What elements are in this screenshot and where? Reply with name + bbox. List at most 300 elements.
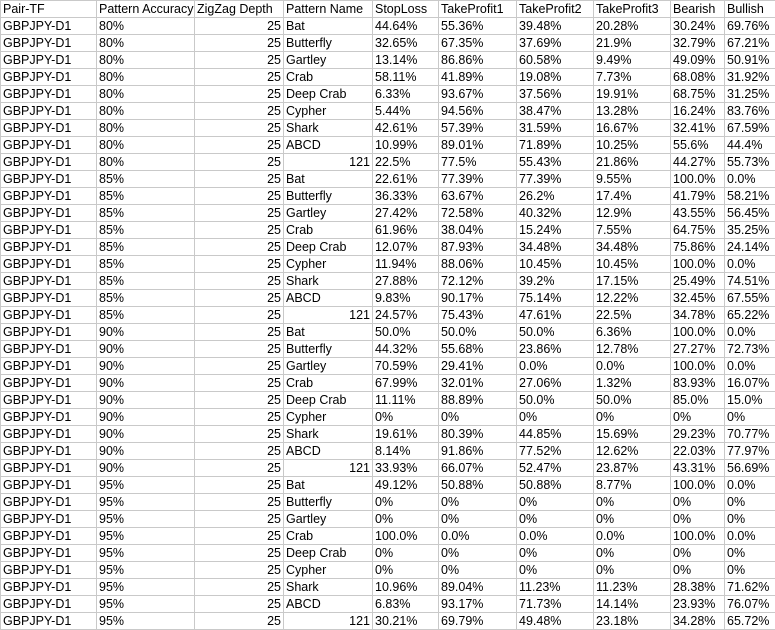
cell-pattern-name[interactable]: Deep Crab — [284, 239, 373, 256]
cell-bearish[interactable]: 68.75% — [671, 86, 725, 103]
cell-zigzag-depth[interactable]: 25 — [195, 154, 284, 171]
cell-pattern-accuracy[interactable]: 80% — [97, 103, 195, 120]
cell-takeprofit2[interactable]: 0% — [517, 494, 594, 511]
header-cell-pair-tf[interactable]: Pair-TF — [1, 1, 97, 18]
cell-stoploss[interactable]: 0% — [373, 511, 439, 528]
cell-takeprofit2[interactable]: 47.61% — [517, 307, 594, 324]
cell-takeprofit1[interactable]: 69.79% — [439, 613, 517, 630]
cell-stoploss[interactable]: 0% — [373, 409, 439, 426]
cell-pair-tf[interactable]: GBPJPY-D1 — [1, 137, 97, 154]
cell-pair-tf[interactable]: GBPJPY-D1 — [1, 103, 97, 120]
cell-pattern-name[interactable]: Butterfly — [284, 341, 373, 358]
cell-zigzag-depth[interactable]: 25 — [195, 103, 284, 120]
cell-bearish[interactable]: 32.45% — [671, 290, 725, 307]
cell-pair-tf[interactable]: GBPJPY-D1 — [1, 409, 97, 426]
cell-pattern-accuracy[interactable]: 85% — [97, 239, 195, 256]
cell-stoploss[interactable]: 70.59% — [373, 358, 439, 375]
cell-stoploss[interactable]: 42.61% — [373, 120, 439, 137]
cell-takeprofit3[interactable]: 15.69% — [594, 426, 671, 443]
cell-pair-tf[interactable]: GBPJPY-D1 — [1, 290, 97, 307]
cell-takeprofit3[interactable]: 12.22% — [594, 290, 671, 307]
cell-bullish[interactable]: 0.0% — [725, 528, 775, 545]
cell-zigzag-depth[interactable]: 25 — [195, 392, 284, 409]
cell-takeprofit1[interactable]: 87.93% — [439, 239, 517, 256]
cell-takeprofit2[interactable]: 37.56% — [517, 86, 594, 103]
cell-takeprofit2[interactable]: 39.2% — [517, 273, 594, 290]
cell-zigzag-depth[interactable]: 25 — [195, 18, 284, 35]
cell-takeprofit1[interactable]: 57.39% — [439, 120, 517, 137]
cell-zigzag-depth[interactable]: 25 — [195, 205, 284, 222]
cell-pattern-name[interactable]: Bat — [284, 18, 373, 35]
cell-takeprofit3[interactable]: 34.48% — [594, 239, 671, 256]
cell-pair-tf[interactable]: GBPJPY-D1 — [1, 171, 97, 188]
cell-pattern-name[interactable]: Crab — [284, 222, 373, 239]
cell-bullish[interactable]: 0.0% — [725, 358, 775, 375]
cell-takeprofit3[interactable]: 23.18% — [594, 613, 671, 630]
cell-stoploss[interactable]: 27.88% — [373, 273, 439, 290]
cell-pattern-accuracy[interactable]: 90% — [97, 426, 195, 443]
cell-pattern-name[interactable]: Shark — [284, 579, 373, 596]
cell-takeprofit2[interactable]: 55.43% — [517, 154, 594, 171]
cell-pattern-name[interactable]: Crab — [284, 528, 373, 545]
cell-pair-tf[interactable]: GBPJPY-D1 — [1, 341, 97, 358]
cell-takeprofit2[interactable]: 77.39% — [517, 171, 594, 188]
cell-bullish[interactable]: 70.77% — [725, 426, 775, 443]
cell-takeprofit3[interactable]: 9.49% — [594, 52, 671, 69]
cell-bullish[interactable]: 74.51% — [725, 273, 775, 290]
cell-pair-tf[interactable]: GBPJPY-D1 — [1, 545, 97, 562]
cell-takeprofit3[interactable]: 0% — [594, 409, 671, 426]
cell-takeprofit2[interactable]: 44.85% — [517, 426, 594, 443]
cell-takeprofit1[interactable]: 0% — [439, 562, 517, 579]
cell-pattern-accuracy[interactable]: 90% — [97, 460, 195, 477]
cell-bearish[interactable]: 32.41% — [671, 120, 725, 137]
cell-takeprofit3[interactable]: 12.9% — [594, 205, 671, 222]
cell-zigzag-depth[interactable]: 25 — [195, 426, 284, 443]
cell-pattern-accuracy[interactable]: 90% — [97, 358, 195, 375]
cell-pair-tf[interactable]: GBPJPY-D1 — [1, 35, 97, 52]
cell-takeprofit3[interactable]: 12.78% — [594, 341, 671, 358]
cell-stoploss[interactable]: 22.61% — [373, 171, 439, 188]
cell-takeprofit1[interactable]: 93.17% — [439, 596, 517, 613]
cell-pair-tf[interactable]: GBPJPY-D1 — [1, 426, 97, 443]
cell-stoploss[interactable]: 50.0% — [373, 324, 439, 341]
cell-pattern-name[interactable]: Crab — [284, 375, 373, 392]
cell-takeprofit3[interactable]: 0% — [594, 545, 671, 562]
cell-stoploss[interactable]: 0% — [373, 545, 439, 562]
cell-zigzag-depth[interactable]: 25 — [195, 222, 284, 239]
cell-takeprofit2[interactable]: 50.0% — [517, 324, 594, 341]
cell-takeprofit3[interactable]: 13.28% — [594, 103, 671, 120]
cell-takeprofit1[interactable]: 63.67% — [439, 188, 517, 205]
cell-bullish[interactable]: 71.62% — [725, 579, 775, 596]
cell-pattern-accuracy[interactable]: 95% — [97, 596, 195, 613]
cell-takeprofit3[interactable]: 22.5% — [594, 307, 671, 324]
cell-bearish[interactable]: 34.78% — [671, 307, 725, 324]
cell-takeprofit2[interactable]: 60.58% — [517, 52, 594, 69]
cell-takeprofit2[interactable]: 39.48% — [517, 18, 594, 35]
cell-takeprofit1[interactable]: 77.39% — [439, 171, 517, 188]
cell-takeprofit1[interactable]: 32.01% — [439, 375, 517, 392]
cell-pattern-name[interactable]: Shark — [284, 120, 373, 137]
cell-zigzag-depth[interactable]: 25 — [195, 290, 284, 307]
cell-zigzag-depth[interactable]: 25 — [195, 341, 284, 358]
cell-bullish[interactable]: 35.25% — [725, 222, 775, 239]
cell-pattern-accuracy[interactable]: 90% — [97, 341, 195, 358]
cell-bullish[interactable]: 72.73% — [725, 341, 775, 358]
cell-takeprofit3[interactable]: 9.55% — [594, 171, 671, 188]
cell-bullish[interactable]: 31.25% — [725, 86, 775, 103]
cell-takeprofit3[interactable]: 1.32% — [594, 375, 671, 392]
cell-stoploss[interactable]: 49.12% — [373, 477, 439, 494]
cell-pair-tf[interactable]: GBPJPY-D1 — [1, 579, 97, 596]
cell-takeprofit2[interactable]: 34.48% — [517, 239, 594, 256]
cell-takeprofit2[interactable]: 0% — [517, 545, 594, 562]
cell-bullish[interactable]: 56.69% — [725, 460, 775, 477]
cell-pattern-accuracy[interactable]: 90% — [97, 409, 195, 426]
cell-stoploss[interactable]: 0% — [373, 494, 439, 511]
cell-pattern-accuracy[interactable]: 95% — [97, 477, 195, 494]
cell-stoploss[interactable]: 24.57% — [373, 307, 439, 324]
cell-bearish[interactable]: 29.23% — [671, 426, 725, 443]
cell-bearish[interactable]: 28.38% — [671, 579, 725, 596]
cell-pattern-accuracy[interactable]: 90% — [97, 375, 195, 392]
cell-pattern-name[interactable]: Shark — [284, 273, 373, 290]
cell-takeprofit2[interactable]: 15.24% — [517, 222, 594, 239]
cell-stoploss[interactable]: 11.11% — [373, 392, 439, 409]
cell-bullish[interactable]: 0.0% — [725, 171, 775, 188]
cell-pattern-name[interactable]: ABCD — [284, 137, 373, 154]
cell-takeprofit2[interactable]: 19.08% — [517, 69, 594, 86]
cell-pair-tf[interactable]: GBPJPY-D1 — [1, 52, 97, 69]
cell-pair-tf[interactable]: GBPJPY-D1 — [1, 511, 97, 528]
cell-pattern-accuracy[interactable]: 85% — [97, 171, 195, 188]
cell-takeprofit2[interactable]: 50.0% — [517, 392, 594, 409]
cell-zigzag-depth[interactable]: 25 — [195, 35, 284, 52]
cell-pair-tf[interactable]: GBPJPY-D1 — [1, 69, 97, 86]
cell-pattern-name[interactable]: Bat — [284, 324, 373, 341]
cell-zigzag-depth[interactable]: 25 — [195, 596, 284, 613]
cell-takeprofit2[interactable]: 77.52% — [517, 443, 594, 460]
cell-zigzag-depth[interactable]: 25 — [195, 307, 284, 324]
cell-pattern-accuracy[interactable]: 80% — [97, 154, 195, 171]
cell-takeprofit3[interactable]: 7.55% — [594, 222, 671, 239]
cell-pattern-name[interactable]: Butterfly — [284, 494, 373, 511]
cell-takeprofit2[interactable]: 37.69% — [517, 35, 594, 52]
cell-bearish[interactable]: 0% — [671, 545, 725, 562]
cell-stoploss[interactable]: 30.21% — [373, 613, 439, 630]
cell-pattern-name[interactable]: Gartley — [284, 511, 373, 528]
cell-takeprofit2[interactable]: 0% — [517, 409, 594, 426]
cell-stoploss[interactable]: 0% — [373, 562, 439, 579]
cell-takeprofit1[interactable]: 0% — [439, 511, 517, 528]
cell-bearish[interactable]: 22.03% — [671, 443, 725, 460]
cell-bullish[interactable]: 55.73% — [725, 154, 775, 171]
cell-pattern-accuracy[interactable]: 90% — [97, 392, 195, 409]
cell-bearish[interactable]: 25.49% — [671, 273, 725, 290]
cell-stoploss[interactable]: 61.96% — [373, 222, 439, 239]
cell-pair-tf[interactable]: GBPJPY-D1 — [1, 18, 97, 35]
cell-pattern-name[interactable]: Cypher — [284, 562, 373, 579]
header-cell-pattern-name[interactable]: Pattern Name — [284, 1, 373, 18]
cell-takeprofit1[interactable]: 72.58% — [439, 205, 517, 222]
cell-takeprofit2[interactable]: 71.73% — [517, 596, 594, 613]
cell-pair-tf[interactable]: GBPJPY-D1 — [1, 154, 97, 171]
cell-takeprofit1[interactable]: 94.56% — [439, 103, 517, 120]
cell-bearish[interactable]: 100.0% — [671, 358, 725, 375]
cell-takeprofit2[interactable]: 50.88% — [517, 477, 594, 494]
cell-pattern-accuracy[interactable]: 80% — [97, 52, 195, 69]
cell-takeprofit3[interactable]: 8.77% — [594, 477, 671, 494]
cell-pattern-accuracy[interactable]: 95% — [97, 562, 195, 579]
cell-pattern-name[interactable]: Deep Crab — [284, 392, 373, 409]
cell-bullish[interactable]: 77.97% — [725, 443, 775, 460]
cell-bearish[interactable]: 23.93% — [671, 596, 725, 613]
cell-stoploss[interactable]: 27.42% — [373, 205, 439, 222]
cell-takeprofit1[interactable]: 29.41% — [439, 358, 517, 375]
cell-takeprofit2[interactable]: 49.48% — [517, 613, 594, 630]
cell-bearish[interactable]: 0% — [671, 562, 725, 579]
cell-takeprofit3[interactable]: 7.73% — [594, 69, 671, 86]
cell-pattern-name[interactable]: Deep Crab — [284, 545, 373, 562]
cell-stoploss[interactable]: 5.44% — [373, 103, 439, 120]
header-cell-zigzag-depth[interactable]: ZigZag Depth — [195, 1, 284, 18]
cell-pair-tf[interactable]: GBPJPY-D1 — [1, 324, 97, 341]
cell-pattern-accuracy[interactable]: 95% — [97, 511, 195, 528]
cell-pair-tf[interactable]: GBPJPY-D1 — [1, 120, 97, 137]
cell-pattern-name[interactable]: Butterfly — [284, 35, 373, 52]
cell-pattern-accuracy[interactable]: 85% — [97, 273, 195, 290]
cell-bullish[interactable]: 58.21% — [725, 188, 775, 205]
cell-pair-tf[interactable]: GBPJPY-D1 — [1, 375, 97, 392]
cell-zigzag-depth[interactable]: 25 — [195, 443, 284, 460]
cell-pattern-name[interactable]: Gartley — [284, 358, 373, 375]
cell-zigzag-depth[interactable]: 25 — [195, 460, 284, 477]
cell-takeprofit2[interactable]: 27.06% — [517, 375, 594, 392]
cell-bullish[interactable]: 50.91% — [725, 52, 775, 69]
cell-zigzag-depth[interactable]: 25 — [195, 579, 284, 596]
cell-pattern-name[interactable]: Bat — [284, 171, 373, 188]
cell-takeprofit2[interactable]: 75.14% — [517, 290, 594, 307]
cell-takeprofit1[interactable]: 88.06% — [439, 256, 517, 273]
cell-bullish[interactable]: 24.14% — [725, 239, 775, 256]
cell-takeprofit1[interactable]: 86.86% — [439, 52, 517, 69]
cell-takeprofit3[interactable]: 14.14% — [594, 596, 671, 613]
cell-bearish[interactable]: 49.09% — [671, 52, 725, 69]
cell-bearish[interactable]: 43.55% — [671, 205, 725, 222]
cell-pattern-accuracy[interactable]: 85% — [97, 222, 195, 239]
cell-takeprofit3[interactable]: 0% — [594, 511, 671, 528]
cell-takeprofit1[interactable]: 72.12% — [439, 273, 517, 290]
cell-pattern-name[interactable]: ABCD — [284, 290, 373, 307]
cell-zigzag-depth[interactable]: 25 — [195, 375, 284, 392]
cell-pattern-name[interactable]: Cypher — [284, 409, 373, 426]
cell-takeprofit1[interactable]: 50.0% — [439, 324, 517, 341]
cell-stoploss[interactable]: 12.07% — [373, 239, 439, 256]
cell-stoploss[interactable]: 10.99% — [373, 137, 439, 154]
cell-takeprofit3[interactable]: 50.0% — [594, 392, 671, 409]
cell-bullish[interactable]: 56.45% — [725, 205, 775, 222]
cell-pattern-accuracy[interactable]: 85% — [97, 307, 195, 324]
cell-bullish[interactable]: 0.0% — [725, 256, 775, 273]
cell-bullish[interactable]: 67.21% — [725, 35, 775, 52]
cell-takeprofit3[interactable]: 19.91% — [594, 86, 671, 103]
cell-pattern-accuracy[interactable]: 85% — [97, 205, 195, 222]
cell-stoploss[interactable]: 6.83% — [373, 596, 439, 613]
cell-stoploss[interactable]: 8.14% — [373, 443, 439, 460]
cell-pair-tf[interactable]: GBPJPY-D1 — [1, 222, 97, 239]
cell-zigzag-depth[interactable]: 25 — [195, 528, 284, 545]
cell-pair-tf[interactable]: GBPJPY-D1 — [1, 443, 97, 460]
cell-pattern-accuracy[interactable]: 95% — [97, 579, 195, 596]
cell-stoploss[interactable]: 100.0% — [373, 528, 439, 545]
cell-pair-tf[interactable]: GBPJPY-D1 — [1, 188, 97, 205]
cell-stoploss[interactable]: 13.14% — [373, 52, 439, 69]
cell-zigzag-depth[interactable]: 25 — [195, 86, 284, 103]
cell-bearish[interactable]: 16.24% — [671, 103, 725, 120]
cell-pattern-name[interactable]: ABCD — [284, 596, 373, 613]
cell-bearish[interactable]: 100.0% — [671, 528, 725, 545]
cell-takeprofit2[interactable]: 0.0% — [517, 528, 594, 545]
cell-takeprofit3[interactable]: 10.45% — [594, 256, 671, 273]
header-cell-bearish[interactable]: Bearish — [671, 1, 725, 18]
cell-takeprofit1[interactable]: 0.0% — [439, 528, 517, 545]
cell-bullish[interactable]: 69.76% — [725, 18, 775, 35]
cell-bullish[interactable]: 0% — [725, 562, 775, 579]
cell-bearish[interactable]: 44.27% — [671, 154, 725, 171]
cell-bearish[interactable]: 0% — [671, 511, 725, 528]
cell-pattern-name[interactable]: Gartley — [284, 205, 373, 222]
cell-bullish[interactable]: 0.0% — [725, 324, 775, 341]
cell-bearish[interactable]: 34.28% — [671, 613, 725, 630]
cell-bearish[interactable]: 41.79% — [671, 188, 725, 205]
cell-pattern-accuracy[interactable]: 90% — [97, 324, 195, 341]
cell-takeprofit2[interactable]: 0% — [517, 511, 594, 528]
cell-zigzag-depth[interactable]: 25 — [195, 494, 284, 511]
cell-bullish[interactable]: 31.92% — [725, 69, 775, 86]
cell-bearish[interactable]: 100.0% — [671, 171, 725, 188]
cell-pair-tf[interactable]: GBPJPY-D1 — [1, 494, 97, 511]
cell-zigzag-depth[interactable]: 25 — [195, 120, 284, 137]
cell-bearish[interactable]: 32.79% — [671, 35, 725, 52]
cell-takeprofit1[interactable]: 80.39% — [439, 426, 517, 443]
cell-pattern-accuracy[interactable]: 95% — [97, 545, 195, 562]
cell-takeprofit3[interactable]: 10.25% — [594, 137, 671, 154]
cell-stoploss[interactable]: 6.33% — [373, 86, 439, 103]
cell-takeprofit2[interactable]: 26.2% — [517, 188, 594, 205]
cell-bearish[interactable]: 0% — [671, 494, 725, 511]
cell-takeprofit1[interactable]: 89.04% — [439, 579, 517, 596]
cell-takeprofit3[interactable]: 17.4% — [594, 188, 671, 205]
cell-takeprofit3[interactable]: 0% — [594, 494, 671, 511]
cell-zigzag-depth[interactable]: 25 — [195, 171, 284, 188]
cell-pattern-name[interactable]: ABCD — [284, 443, 373, 460]
cell-takeprofit3[interactable]: 12.62% — [594, 443, 671, 460]
cell-pair-tf[interactable]: GBPJPY-D1 — [1, 477, 97, 494]
cell-zigzag-depth[interactable]: 25 — [195, 562, 284, 579]
cell-bullish[interactable]: 0% — [725, 409, 775, 426]
cell-bullish[interactable]: 15.0% — [725, 392, 775, 409]
cell-pair-tf[interactable]: GBPJPY-D1 — [1, 358, 97, 375]
cell-bearish[interactable]: 83.93% — [671, 375, 725, 392]
cell-bearish[interactable]: 30.24% — [671, 18, 725, 35]
cell-takeprofit3[interactable]: 17.15% — [594, 273, 671, 290]
cell-bearish[interactable]: 100.0% — [671, 256, 725, 273]
cell-pair-tf[interactable]: GBPJPY-D1 — [1, 528, 97, 545]
cell-stoploss[interactable]: 36.33% — [373, 188, 439, 205]
cell-stoploss[interactable]: 10.96% — [373, 579, 439, 596]
cell-bullish[interactable]: 83.76% — [725, 103, 775, 120]
cell-zigzag-depth[interactable]: 25 — [195, 409, 284, 426]
cell-pattern-name[interactable]: Crab — [284, 69, 373, 86]
cell-takeprofit1[interactable]: 75.43% — [439, 307, 517, 324]
cell-pattern-name[interactable]: Shark — [284, 426, 373, 443]
cell-takeprofit1[interactable]: 0% — [439, 494, 517, 511]
cell-zigzag-depth[interactable]: 25 — [195, 358, 284, 375]
cell-bullish[interactable]: 0% — [725, 511, 775, 528]
cell-pattern-accuracy[interactable]: 80% — [97, 120, 195, 137]
cell-takeprofit3[interactable]: 11.23% — [594, 579, 671, 596]
cell-stoploss[interactable]: 9.83% — [373, 290, 439, 307]
cell-pattern-accuracy[interactable]: 95% — [97, 528, 195, 545]
cell-takeprofit1[interactable]: 93.67% — [439, 86, 517, 103]
cell-pair-tf[interactable]: GBPJPY-D1 — [1, 392, 97, 409]
cell-takeprofit1[interactable]: 91.86% — [439, 443, 517, 460]
cell-pair-tf[interactable]: GBPJPY-D1 — [1, 613, 97, 630]
cell-takeprofit1[interactable]: 55.68% — [439, 341, 517, 358]
cell-bearish[interactable]: 68.08% — [671, 69, 725, 86]
cell-takeprofit1[interactable]: 77.5% — [439, 154, 517, 171]
cell-takeprofit1[interactable]: 50.88% — [439, 477, 517, 494]
cell-bearish[interactable]: 85.0% — [671, 392, 725, 409]
cell-bullish[interactable]: 65.22% — [725, 307, 775, 324]
cell-takeprofit1[interactable]: 90.17% — [439, 290, 517, 307]
cell-takeprofit1[interactable]: 38.04% — [439, 222, 517, 239]
cell-takeprofit1[interactable]: 55.36% — [439, 18, 517, 35]
cell-takeprofit1[interactable]: 88.89% — [439, 392, 517, 409]
cell-pattern-name[interactable]: Butterfly — [284, 188, 373, 205]
cell-stoploss[interactable]: 44.64% — [373, 18, 439, 35]
cell-zigzag-depth[interactable]: 25 — [195, 477, 284, 494]
cell-pattern-accuracy[interactable]: 80% — [97, 86, 195, 103]
cell-takeprofit1[interactable]: 0% — [439, 409, 517, 426]
cell-bearish[interactable]: 0% — [671, 409, 725, 426]
cell-takeprofit1[interactable]: 89.01% — [439, 137, 517, 154]
cell-takeprofit2[interactable]: 11.23% — [517, 579, 594, 596]
cell-pattern-accuracy[interactable]: 85% — [97, 256, 195, 273]
cell-pattern-accuracy[interactable]: 85% — [97, 188, 195, 205]
cell-takeprofit3[interactable]: 16.67% — [594, 120, 671, 137]
cell-pair-tf[interactable]: GBPJPY-D1 — [1, 205, 97, 222]
cell-pattern-name[interactable]: Deep Crab — [284, 86, 373, 103]
cell-takeprofit2[interactable]: 0% — [517, 562, 594, 579]
cell-zigzag-depth[interactable]: 25 — [195, 545, 284, 562]
cell-bullish[interactable]: 16.07% — [725, 375, 775, 392]
header-cell-takeprofit3[interactable]: TakeProfit3 — [594, 1, 671, 18]
cell-pattern-accuracy[interactable]: 95% — [97, 494, 195, 511]
cell-pair-tf[interactable]: GBPJPY-D1 — [1, 307, 97, 324]
cell-pattern-name[interactable]: Gartley — [284, 52, 373, 69]
cell-takeprofit1[interactable]: 66.07% — [439, 460, 517, 477]
cell-stoploss[interactable]: 32.65% — [373, 35, 439, 52]
cell-takeprofit3[interactable]: 0.0% — [594, 358, 671, 375]
cell-takeprofit2[interactable]: 10.45% — [517, 256, 594, 273]
cell-takeprofit1[interactable]: 41.89% — [439, 69, 517, 86]
cell-pair-tf[interactable]: GBPJPY-D1 — [1, 562, 97, 579]
cell-bullish[interactable]: 0% — [725, 494, 775, 511]
cell-bearish[interactable]: 100.0% — [671, 477, 725, 494]
cell-pair-tf[interactable]: GBPJPY-D1 — [1, 86, 97, 103]
